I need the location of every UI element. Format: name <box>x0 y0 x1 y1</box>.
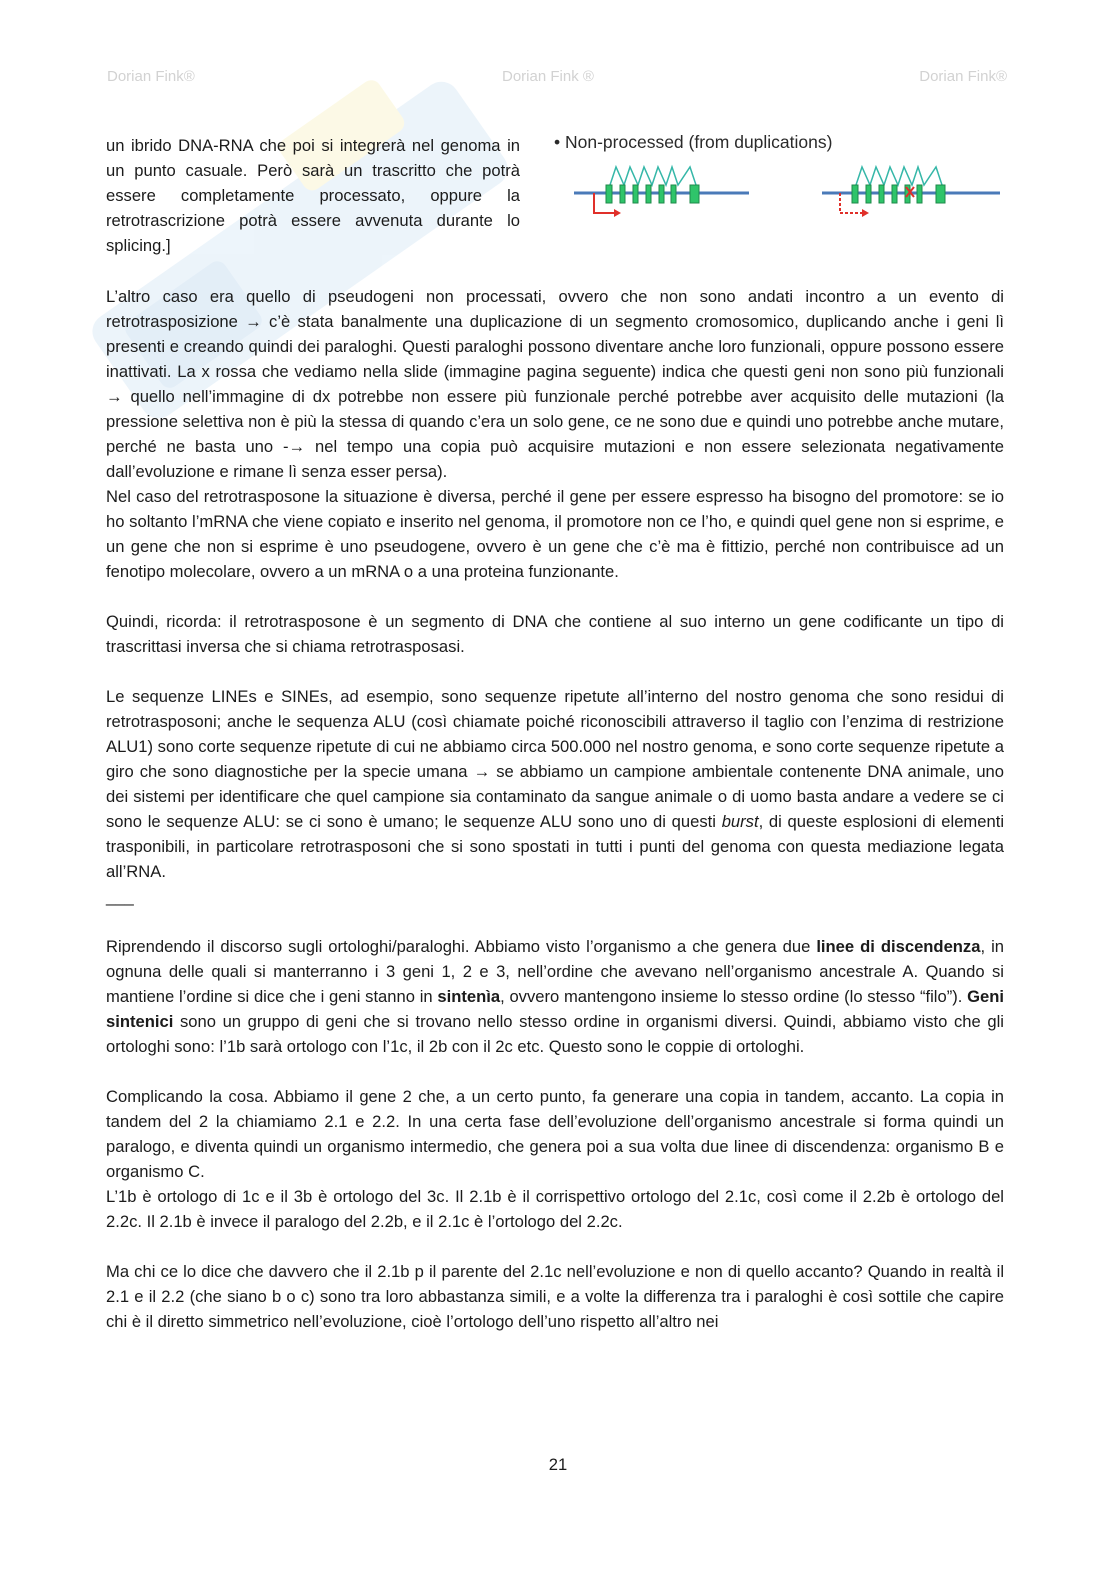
page-header <box>107 68 1007 90</box>
header-right: Dorian Fink® <box>919 68 1007 85</box>
header-left: Dorian Fink® <box>107 68 195 85</box>
text-span: Le sequenze LINEs e SINEs, ad esempio, sono sequenze ripetute all’interno del nostro genoma che sono residui di retrotrasposoni; anche le sequenza ALU (così chiamate poiché riconoscibili attraverso il taglio con l’enzima di restrizione ALU1) sono corte sequenze ripetute di cui ne abbiamo circa 500.000 nel nostro genoma, e sono corte sequenze ripetute a giro che sono diagnostiche per la specie umana → se abbiamo un campione ambientale contenente DNA animale, uno dei sistemi per identificare che quel campione sia contaminato da sangue animale o di uomo basta andare a vedere se ci sono le sequenze ALU: se ci sono è umano; le sequenze ALU sono uno di questi <box>106 687 1004 831</box>
document-body <box>106 133 1004 1334</box>
slide-figure <box>544 133 1004 229</box>
text-span: , ovvero mantengono insieme lo stesso ordine (lo stesso “filo”). <box>500 987 968 1006</box>
text-span: , di queste esplosioni di elementi trasponibili, in particolare retrotrasposoni che si sono spostati in tutti i punti del genoma con questa mediazione legata all’RNA. <box>106 812 1005 881</box>
duplication-diagram <box>544 155 1004 231</box>
gene-right <box>822 167 1000 217</box>
paragraph-tandem-copy: Complicando la cosa. Abbiamo il gene 2 che, a un certo punto, fa generare una copia in tandem, accanto. La copia in tandem del 2 la chiamiamo 2.1 e 2.2. In una certa fase dell’evoluzione dell’organismo ancestrale si forma quindi un paralogo, e diventa quindi un organismo intermedio, che genera poi a sua volta due linee di discendenza: organismo B e organismo C. <box>106 1087 1004 1181</box>
paragraph-summary: Quindi, ricorda: il retrotrasposone è un segmento di DNA che contiene al suo interno un gene codificante un tipo di trascrittasi inversa che si chiama retrotrasposasi. <box>106 612 1004 656</box>
slide-title: • Non-processed (from duplications) <box>554 132 833 152</box>
gene-left <box>574 167 749 217</box>
paragraph-ortholog-pairs: L’1b è ortologo di 1c e il 3b è ortologo del 3c. Il 2.1b è il corrispettivo ortologo del 2.1c, così come il 2.2b è ortologo del 2.2c. Il 2.1b è invece il paralogo del 2.2b, e il 2.1c è l’ortologo del 2.2c. <box>106 1187 1004 1231</box>
text-span: Riprendendo il discorso sugli ortologhi/paraloghi. Abbiamo visto l’organismo a che genera due <box>106 937 817 956</box>
paragraph-question: Ma chi ce lo dice che davvero che il 2.1b p il parente del 2.1c nell’evoluzione e non di quello accanto? Quando in realtà il 2.1 e il 2.2 (che siano b o c) sono tra loro abbastanza simili, e a volte la differenza tra i paraloghi è così sottile che capire chi è il diretto simmetrico nell’evoluzione, cioè l’ortologo dell’uno rispetto all’altro nei <box>106 1262 1004 1331</box>
page-number: 21 <box>548 1455 568 1474</box>
paragraph-orthologs <box>106 934 1004 1059</box>
paragraph-retrotransposon: Nel caso del retrotrasposone la situazione è diversa, perché il gene per essere espresso ha bisogno del promotore: se io ho soltanto l’mRNA che viene copiato e inserito nel genoma, il promotore non ce l’ho, e quindi quel gene non si esprime, e un gene che non si esprime è uno pseudogene, ovvero è un gene che c’è ma è fittizio, perché non contribuisce ad un fenotipo molecolare, ovvero a un mRNA o a una proteina funzionante. <box>106 487 1004 581</box>
text-span: , in ognuna delle quali si manterranno i 3 geni 1, 2 e 3, nell’ordine che avevano nell’organismo ancestrale A. Quando si mantiene l’ordine si dice che i geni stanno in <box>106 937 1004 1006</box>
bold-term: linee di discendenza <box>816 937 981 956</box>
paragraph-nonprocessed: L’altro caso era quello di pseudogeni non processati, ovvero che non sono andati incontro a un evento di retrotrasposizione → c’è stata banalmente una duplicazione di un segmento cromosomico, duplicando anche i geni lì presenti e creando quindi dei paraloghi. Questi paraloghi possono diventare anche loro funzionali, oppure possono essere inattivati. La x rossa che vediamo nella slide (immagine pagina seguente) indica che questi geni non sono più funzionali → quello nell’immagine di dx potrebbe non essere più funzionale perché potrebbe aver acquisito delle mutazioni (la pressione selettiva non è più la stessa di quando c’era un solo gene, ce ne sono due e quindi uno potrebbe anche mutare, perché ne basta uno -→ nel tempo una copia può acquisire mutazioni e non essere selezionata negativamente dall’evoluzione e rimane lì senza esser persa). <box>106 287 1004 481</box>
text-span: sono un gruppo di geni che si trovano nello stesso ordine in organismi diversi. Quindi, abbiamo visto che gli ortologhi sono: l’1b sarà ortologo con l’1c, il 2b con il 2c etc. Questo sono le coppie di ortologhi. <box>106 1012 1004 1056</box>
paragraph-lines-sines <box>106 684 1004 884</box>
intro-paragraph: un ibrido DNA-RNA che poi si integrerà nel genoma in un punto casuale. Però sarà un trascritto che potrà essere completamente processato, oppure la retrotrascrizione potrà essere avvenuta durante lo splicing.] <box>106 136 520 255</box>
emphasis-burst: burst <box>721 812 759 831</box>
separator-line: ___ <box>106 887 134 906</box>
intro-row <box>106 133 1004 259</box>
bold-term: Geni sintenici <box>106 987 1005 1031</box>
header-center: Dorian Fink ® <box>502 68 594 85</box>
bold-term: sintenìa <box>437 987 501 1006</box>
